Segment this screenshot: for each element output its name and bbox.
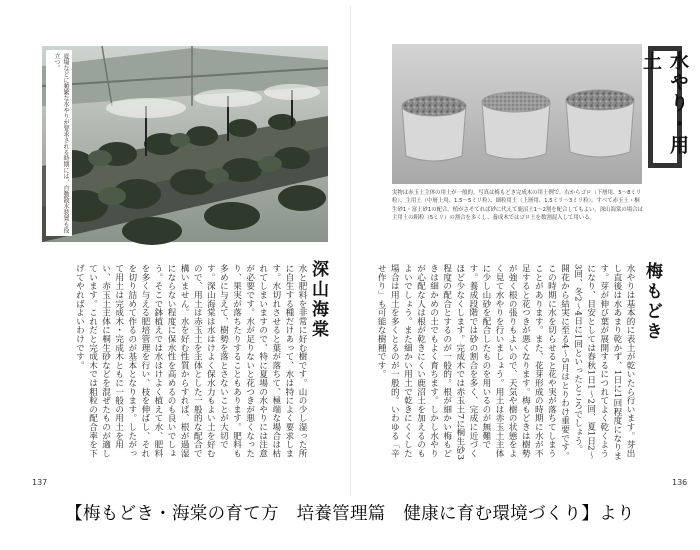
page-number-right: 136 xyxy=(672,478,688,487)
chapter-tab-title: 水やり・用土 xyxy=(640,51,689,156)
soil-pots-photo xyxy=(392,44,642,184)
source-citation: 【梅もどき・海棠の育て方 培養管理篇 健康に育む環境づくり】より xyxy=(65,504,635,524)
chapter-tab xyxy=(640,46,689,168)
greenhouse-sprinkler-photo xyxy=(42,46,328,242)
section-heading-kaidou: 深山海棠 xyxy=(308,260,328,340)
page-number-left: 137 xyxy=(32,478,48,487)
umemodoki-body-text: 水やりは基本的に表土が乾いたら行います。芽出し直後は水あまり乾かず、1日に1回程度になります。芽が伸び葉が展開するにつれてよく乾くようになり、目安としては春秋1日1～2回、夏1日2～3回、冬2～4日に1回といったところでしょう。開花から結実に至る4～5月はとりわけ重要です。この時期に水を切らせると花や実が落ちてしまうことがあります。また、花芽形成の時期に水が不足すると花つきが悪くなります。梅もどきは樹勢が強く根の張りもよいので、天気や樹の状態をよく見て水やりを行いましょう。用土は赤玉土主体に少し山砂を配合したものを用いるのが無難です。養成段階では砂の割合を多く、完成に近づくほど少なくします。完成木では赤玉土7に桐生砂3程度の配合とするのが一般的。根が細かい梅もどきは細かめの土でもよく育ちます。しかし水やりが心配な人は根が乾きにくい鹿沼土を加えるのもよいでしょう。また細かい用土で乾きにくくした場合は用土を多くとるのが一般的。いわゆる「辛せ作り」も可能な樹種です。 xyxy=(376,264,635,461)
soil-photo-caption: 実物は赤玉土主体の用土が一般的。写真は梅もどき完成木の用土例で、右からゴロ（下層用、5～8ミリ粒）、主用土（中層上用、1.5～5ミリ粒）、細粒用土（上層用、1.5ミリ～3ミリ粒）。すべて赤玉土・桐生砂1・富士砂1の配合。植がさそてれば砂に代えて鹿沼土1～2割を配合してもよい。深山海棠の場合は主用土の粗粒（5ミリ）の割合を多くし、養成木ではゴロ土を数割混入して用いる。 xyxy=(392,190,643,221)
greenhouse-photo-caption: 夏場などに頻繁な水やりが要求される時期には、自動散水装置も役立つ。 xyxy=(46,50,72,236)
book-gutter xyxy=(350,6,351,496)
book-spread xyxy=(10,6,690,496)
kaidou-body-text: 水と肥料を非常に好む樹です。山の少し湿った所に自生する種だけあって、水は特によく要求します。水切れさせると葉が落ちて、極端な場合は枯れてしまいますので、特に夏場の水やりには注意が必要です。水が足りないと花つきが悪くなったり、果実が落ちたりすることもあります。肥料も多めに与えて、樹勢を落とさないことが大切です。深山海棠は水はけよく保水力もよい土を好むので、用土は赤玉土を主体とした一般的な配合で構いません。水を好む性質からすれば、根が過湿にならない程度に保水性を高めるのも良いでしょう。そこで鉢植えでは水はけよく植えて水、肥料を多く与える肥培管理を行い、枝を伸ばし、それを切り詰めて作るのが基本となります。したがって用土は完成木・完成木ともに一般の用土を用い、赤玉土主体に桐生砂などを混ぜたものが適しています。これだと完成木では粗粒の配合率を下げてやればよいわけです。 xyxy=(74,264,307,458)
section-heading-umemodoki: 梅もどき xyxy=(642,262,662,342)
